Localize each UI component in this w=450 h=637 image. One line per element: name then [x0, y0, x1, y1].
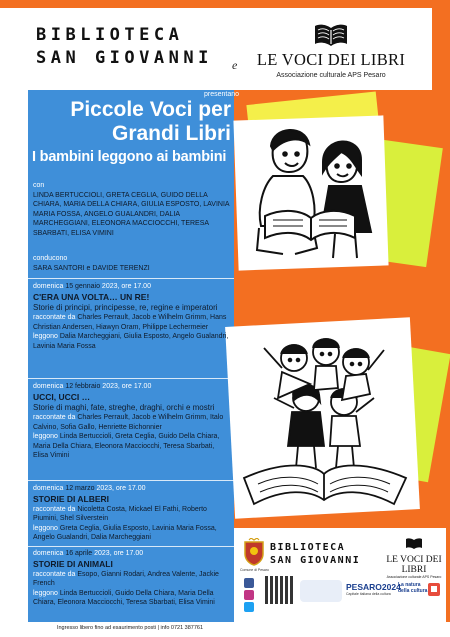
event-readers: leggono Linda Bertuccioli, Guido Della Chiara, Maria Della Chiara, Eleonora Macciocchi, Teresa Sbarbati, Elisa Vimini	[33, 589, 215, 607]
event-authors: raccontate da Nicoletta Costa, Mickael El Fathi, Roberto Piumini, Shel Silverstein	[33, 505, 207, 523]
title-line1: Piccole Voci per	[70, 98, 231, 121]
children-on-book-illustration	[234, 328, 414, 513]
event-subtitle: Storie di principi, principesse, re, regine e imperatori	[33, 302, 218, 312]
event-date: domenica 16 aprile 2023, ore 17.00	[33, 550, 144, 557]
event-subtitle: Storie di maghi, fate, streghe, draghi, orchi e mostri	[33, 402, 215, 412]
event-readers: leggono Dalia Marcheggiani, Giulia Esposto, Angelo Gualandri, Lavinia Maria Fossa	[33, 333, 229, 350]
event-subtitle: I bambini leggono ai bambini	[32, 149, 227, 165]
hosts-list: SARA SANTORI e DAVIDE TERENZI	[33, 264, 150, 272]
event-title: STORIE DI ANIMALI	[33, 558, 113, 569]
library-name-line1: BIBLIOTECA	[36, 25, 184, 45]
cast-block	[33, 181, 230, 239]
biblioteca-logo-text	[36, 24, 213, 70]
library-name-line2: SAN GIOVANNI	[36, 48, 213, 68]
event-readers: leggono Linda Bertuccioli, Greta Ceglia, Guido Della Chiara, Maria Della Chiara, Eleonora Macciocchi, Teresa Sbarbati, Elisa Vimini	[33, 433, 220, 460]
divider	[28, 278, 234, 279]
coat-of-arms-icon	[243, 538, 265, 566]
event-date: domenica 12 febbraio 2023, ore 17.00	[33, 383, 152, 390]
event-block	[33, 549, 230, 608]
event-authors: raccontate da Charles Perrault, Jacob e Wilhelm Grimm, Italo Calvino, Sofia Gallo, Henriette Bichonnier	[33, 414, 224, 431]
telegram-icon[interactable]	[244, 602, 254, 612]
natura-cultura-logo: La natura della cultura	[398, 582, 428, 594]
sponsor-logo	[300, 580, 342, 602]
event-block	[33, 382, 230, 461]
footer-info: Ingresso libero fino ad esaurimento posti | info 0721 387761	[56, 625, 204, 631]
event-date: domenica 15 gennaio 2023, ore 17.00	[33, 283, 151, 290]
conjunction: e	[232, 58, 238, 72]
event-readers: leggono Greta Ceglia, Giulia Esposto, Lavinia Maria Fossa, Angelo Gualandri, Dalia Marcheggiani	[33, 524, 217, 542]
divider	[28, 546, 234, 547]
voci-dei-libri-logo	[251, 22, 411, 79]
hosts-block	[33, 254, 230, 273]
orange-top-strip	[0, 0, 450, 8]
readers-list: LINDA BERTUCCIOLI, GRETA CEGLIA, GUIDO DELLA CHIARA, MARIA DELLA CHIARA, GIULIA ESPOSTO, LAVINIA MARIA FOSSA, ANGELO GUALANDRI, DALIA MARCHEGGIANI, ELEONORA MACCIOCCHI, TERESA SBARBATI, ELISA VIMINI	[33, 191, 230, 237]
biblioteca-logo-small: BIBLIOTECA SAN GIOVANNI	[270, 542, 361, 566]
event-block	[33, 484, 230, 543]
presentano-label: presentano	[204, 91, 240, 98]
pesaro-2024-logo: PESARO2024	[346, 582, 401, 592]
children-reading-illustration	[243, 120, 383, 270]
con-label: con	[33, 182, 45, 189]
event-title: C'ERA UNA VOLTA… UN RE!	[33, 291, 150, 302]
divider	[28, 378, 234, 379]
title-line2: Grandi Libri	[111, 122, 231, 145]
instagram-icon[interactable]	[244, 590, 254, 600]
open-book-icon	[313, 22, 349, 48]
voci-dei-libri-logo-small: LE VOCI DEI LIBRI Associazione culturale APS Pesaro	[378, 537, 450, 579]
voci-dei-libri-subtitle: Associazione culturale APS Pesaro	[276, 72, 386, 79]
event-title	[70, 98, 231, 146]
open-book-icon	[405, 537, 423, 550]
pesaro-2024-subtitle: Capitale italiana della cultura	[346, 592, 391, 596]
event-authors: raccontate da Esopo, Gianni Rodari, Andrea Valente, Jackie French	[33, 570, 219, 588]
event-date: domenica 12 marzo 2023, ore 17.00	[33, 485, 146, 492]
qr-code-icon	[265, 576, 293, 604]
voci-dei-libri-name: LE VOCI DEI LIBRI	[256, 50, 406, 69]
event-title: UCCI, UCCI …	[33, 391, 91, 402]
divider	[28, 480, 234, 481]
region-logo-icon	[427, 581, 441, 597]
conducono-label: conducono	[33, 255, 68, 262]
event-authors: raccontate da Charles Perrault, Jacob e Wilhelm Grimm, Hans Christian Andersen, Hiawyn Oram, Philippe Lechermeier	[33, 314, 227, 331]
comune-label: Comune di Pesaro	[240, 568, 269, 572]
event-title: STORIE DI ALBERI	[33, 493, 110, 504]
event-block	[33, 282, 230, 351]
facebook-icon[interactable]	[244, 578, 254, 588]
